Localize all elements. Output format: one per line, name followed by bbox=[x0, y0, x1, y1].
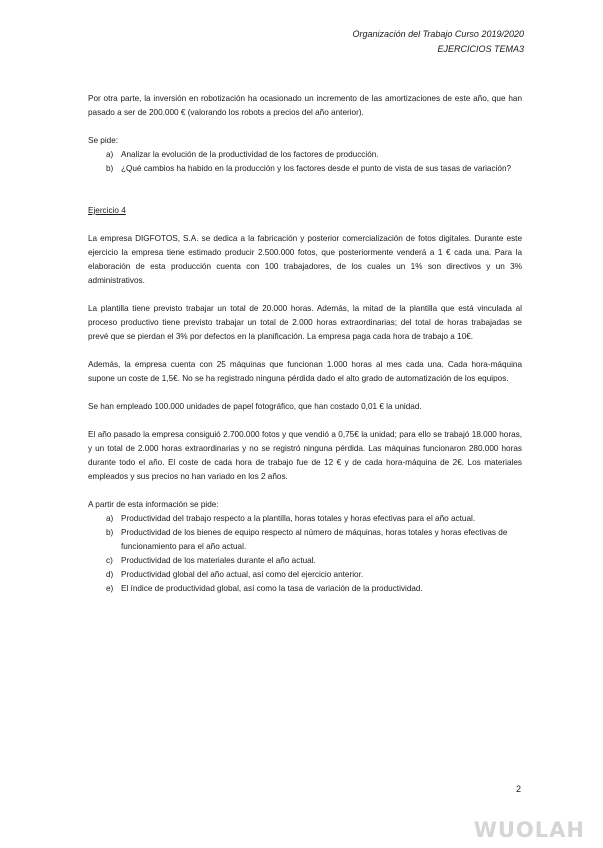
exercise-paragraph: Además, la empresa cuenta con 25 máquinas que funcionan 1.000 horas al mes cada una. Cada hora-máquina supone un coste de 1,5€. No se ha registrado ninguna pérdida dado el alto grado de automatización de los equipos. bbox=[88, 360, 522, 383]
header-exercises: EJERCICIOS TEMA3 bbox=[437, 44, 524, 54]
item-text: ¿Qué cambios ha habido en la producción y los factores desde el punto de vista de sus tasas de variación? bbox=[121, 164, 512, 173]
item-letter: d) bbox=[106, 570, 114, 579]
item-text: Analizar la evolución de la productividad de los factores de producción. bbox=[121, 150, 379, 159]
item-text: Productividad de los bienes de equipo respecto al número de máquinas, horas totales y horas efectivas de funcionamiento para el año actual. bbox=[121, 528, 508, 551]
document-body bbox=[88, 92, 522, 596]
exercise-title: Ejercicio 4 bbox=[88, 206, 126, 215]
item-letter: e) bbox=[106, 584, 114, 593]
exercise-paragraph: Se han empleado 100.000 unidades de papel fotográfico, que han costado 0,01 € la unidad. bbox=[88, 402, 422, 411]
question-list bbox=[88, 512, 522, 596]
list-item bbox=[88, 148, 522, 162]
exercise-paragraph: La empresa DIGFOTOS, S.A. se dedica a la fabricación y posterior comercialización de fotos digitales. Durante este ejercicio la empresa tiene estimado producir 2.500.000 fotos, que posteriormente venderá a 1 € cada una. Para la elaboración de esta producción cuenta con 100 trabajadores, de los cuales un 1% son directivos y un 3% administrativos. bbox=[88, 234, 522, 285]
se-pide-list bbox=[88, 148, 522, 176]
item-text: El índice de productividad global, así como la tasa de variación de la productividad. bbox=[121, 584, 423, 593]
list-item bbox=[88, 568, 522, 582]
exercise-paragraph: La plantilla tiene previsto trabajar un total de 20.000 horas. Además, la mitad de la plantilla que está vinculada al proceso productivo tiene previsto trabajar un total de 2.000 horas extraordinarias; del total de horas trabajadas se prevé que se pierdan el 3% por defectos en la planificación. La empresa paga cada hora de trabajo a 10€. bbox=[88, 304, 522, 341]
item-text: Productividad del trabajo respecto a la plantilla, horas totales y horas efectivas para el año actual. bbox=[121, 514, 476, 523]
se-pide-label: Se pide: bbox=[88, 136, 119, 145]
item-text: Productividad global del año actual, así como del ejercicio anterior. bbox=[121, 570, 364, 579]
item-letter: b) bbox=[106, 528, 114, 537]
page-header bbox=[353, 27, 524, 57]
item-letter: c) bbox=[106, 556, 113, 565]
intro-paragraph: Por otra parte, la inversión en robotización ha ocasionado un incremento de las amortizaciones de este año, que han pasado a ser de 200.000 € (valorando los robots a precios del año anterior). bbox=[88, 94, 522, 117]
item-letter: a) bbox=[106, 150, 114, 159]
item-letter: b) bbox=[106, 164, 114, 173]
question-label: A partir de esta información se pide: bbox=[88, 500, 219, 509]
page-number: 2 bbox=[515, 784, 521, 794]
item-text: Productividad de los materiales durante el año actual. bbox=[121, 556, 316, 565]
list-item bbox=[88, 554, 522, 568]
item-letter: a) bbox=[106, 514, 114, 523]
list-item bbox=[88, 526, 522, 554]
list-item bbox=[88, 582, 522, 596]
watermark-logo: WUOLAH bbox=[473, 818, 585, 842]
exercise-paragraph: El año pasado la empresa consiguió 2.700.000 fotos y que vendió a 0,75€ la unidad; para ello se trabajó 18.000 horas, y un total de 2.000 horas extraordinarias y no se registró ninguna pérdida. Las máquinas funcionaron 280.000 horas durante todo el año. El coste de cada hora de trabajo fue de 12 € y de cada hora-máquina de 2€. Los materiales empleados y sus precios no han variado en los 2 años. bbox=[88, 430, 522, 481]
header-course: Organización del Trabajo Curso 2019/2020 bbox=[352, 29, 524, 39]
list-item bbox=[88, 162, 522, 176]
list-item bbox=[88, 512, 522, 526]
